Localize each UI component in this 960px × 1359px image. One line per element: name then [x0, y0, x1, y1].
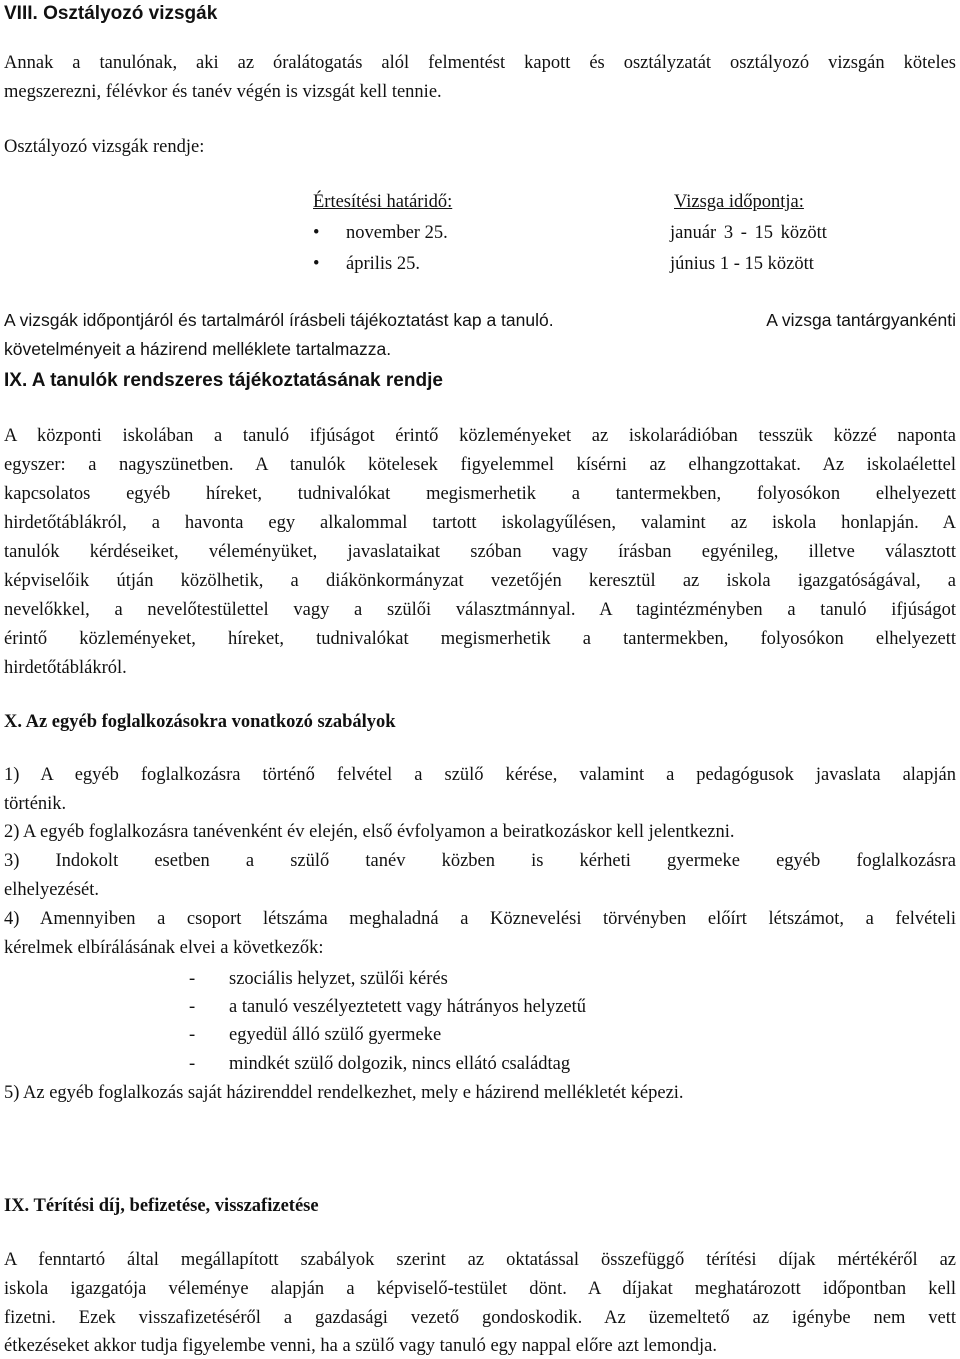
intro-line-1: Annak a tanulónak, aki az óralátogatás alól felmentést kapott és osztályzatát osztályozó vizsgán köteles: [4, 53, 956, 73]
rule-line: 2) A egyéb foglalkozásra tanévenként év elején, első évfolyamon a beiratkozáskor kell jelentkezni.: [4, 822, 735, 842]
rule-line: történik.: [4, 794, 67, 814]
body-line: egyszer: a nagyszünetben. A tanulók kötelesek figyelemmel kísérni az elhangzottakat. Az iskolaélettel: [4, 455, 956, 475]
bullet-icon: •: [313, 254, 320, 274]
exam-date-header: Vizsga időpontja:: [674, 192, 804, 212]
body-line: nevelőkkel, a nevelőtestülettel vagy a szülői választmánnyal. A tagintézményben a tanuló ifjúságot: [4, 600, 956, 620]
dash-icon: -: [189, 969, 196, 989]
rule-line-last: 5) Az egyéb foglalkozás saját házirenddel rendelkezhet, mely e házirend mellékletét képezi.: [4, 1083, 684, 1103]
rule-line: 4) Amennyiben a csoport létszáma meghaladná a Köznevelési törvényben előírt létszámot, a felvételi: [4, 909, 956, 929]
criteria-item: - egyedül álló szülő gyermeke: [189, 1025, 442, 1045]
fees-line: A fenntartó által megállapított szabályok szerint az oktatással összefüggő térítési díjak mértékéről az: [4, 1250, 956, 1270]
document-page: VIII. Osztályozó vizsgák Annak a tanulónak, aki az óralátogatás alól felmentést kapott és osztályzatát osztályozó vizsgán köteles megszerezni, félévkor és tanév végén is vizsgát kell tennie. Osztályozó vizsgák rendje: Értesítési határidő: Vizsga időpontja: • november 25. • április 25. január 3 - 15 között június 1 - 15 között A vizsgák időpontjáról és tartalmáról írásbeli tájékoztatást kap a tanuló. A vizsga tantárgyankénti követelményeit a házirend melléklete tartalmazza. IX. A tanulók rendszeres tájékoztatásának rendje A központi iskolában a tanuló ifjúságot érintő közleményeket az iskolarádióban tesszük közzé naponta egyszer: a nagyszünetben. A tanulók kötelesek figyelemmel kísérni az elhangzottakat. Az iskolaélettel kapcsolatos egyéb híreket, tudnivalókat megismerhetik a tantermekben, folyosókon elhelyezett hirdetőtáblákról, a havonta egy alkalommal tartott iskolagyűlésen, valamint az iskola honlapján. A tanulók kérdéseiket, véleményüket, javaslataikat szóban vagy írásban egyénileg, illetve választott képviselőik útján közölhetik, a diákönkormányzat vezetőjén keresztül az iskola igazgatóságával, a nevelőkkel, a nevelőtestülettel vagy a szülői választmánnyal. A tagintézményben a tanuló ifjúságot érintő közleményeket, híreket, tudnivalókat megismerhetik a tantermekben, folyosókon elhelyezett hirdetőtáblákról. X. Az egyéb foglalkozásokra vonatkozó szabályok 1) A egyéb foglalkozásra történő felvétel a szülő kérése, valamint a pedagógusok javaslata alapján történik. 2) A egyéb foglalkozásra tanévenként év elején, első évfolyamon a beiratkozáskor kell jelentkezni. 3) Indokolt esetben a szülő tanév közben is kérheti gyermeke egyéb foglalkozásra elhelyezését. 4) Amennyiben a csoport létszáma meghaladná a Köznevelési törvényben előírt létszámot, a felvételi kérelmek elbírálásának elvei a következők: - szociális helyzet, szülői kérés - a tanuló veszélyeztetett vagy hátrányos helyzetű - egyedül álló szülő gyermeke - mindkét szülő dolgozik, nincs ellátó családtag 5) Az egyéb foglalkozás saját házirenddel rendelkezhet, mely e házirend mellékletét képezi. IX. Térítési díj, befizetése, visszafizetése A fenntartó által megállapított szabályok szerint az oktatással összefüggő térítési díjak mértékéről az iskola igazgatója véleménye alapján a képviselő-testület dönt. A díjakat meghatározott időpontban kell fizetni. Ezek visszafizetéséről a gazdasági vezető gondoskodik. Az üzemeltető az igénybe nem vett étkezéseket akkor tudja figyelembe venni, ha a szülő vagy tanuló egy nappal előre azt lemondja.: [4, 3, 956, 1356]
fees-line: étkezéseket akkor tudja figyelembe venni, ha a szülő vagy tanuló egy nappal előre azt lemondja.: [4, 1336, 717, 1356]
body-line: képviselőik útján közölhetik, a diákönkormányzat vezetőjén keresztül az iskola igazgatóságával, a: [4, 571, 956, 591]
body-line: tanulók kérdéseiket, véleményüket, javaslataikat szóban vagy írásban egyénileg, illetve választott: [4, 542, 956, 562]
fees-line: iskola igazgatója véleménye alapján a képviselő-testület dönt. A díjakat meghatározott időpontban kell: [4, 1279, 956, 1299]
body-line: érintő közleményeket, híreket, tudnivalókat megismerhetik a tantermekben, folyosókon elhelyezett: [4, 629, 956, 649]
body-line: hirdetőtáblákról.: [4, 658, 127, 678]
bullet-icon: •: [313, 223, 320, 243]
info-line-2: követelményeit a házirend melléklete tartalmazza.: [4, 339, 392, 359]
body-line: A központi iskolában a tanuló ifjúságot érintő közleményeket az iskolarádióban tesszük közzé naponta: [4, 426, 956, 446]
exam-date-1: január 3 - 15 között: [670, 223, 827, 243]
criteria-item: - szociális helyzet, szülői kérés: [189, 969, 448, 989]
rule-line: 3) Indokolt esetben a szülő tanév közben is kérheti gyermeke egyéb foglalkozásra: [4, 851, 956, 871]
rule-line: elhelyezését.: [4, 880, 100, 900]
info-line-1: A vizsgák időpontjáról és tartalmáról írásbeli tájékoztatást kap a tanuló. A vizsga tantárgyankénti: [4, 310, 956, 330]
dash-icon: -: [189, 1025, 196, 1045]
dash-icon: -: [189, 997, 196, 1017]
body-line: hirdetőtáblákról, a havonta egy alkalommal tartott iskolagyűlésen, valamint az iskola honlapján. A: [4, 513, 956, 533]
rule-line: kérelmek elbírálásának elvei a következők:: [4, 938, 324, 958]
deadline-header: Értesítési határidő:: [313, 192, 453, 212]
rule-line: 1) A egyéb foglalkozásra történő felvétel a szülő kérése, valamint a pedagógusok javaslata alapján: [4, 765, 956, 785]
schedule-label: Osztályozó vizsgák rendje:: [4, 137, 205, 157]
exam-date-2: június 1 - 15 között: [670, 254, 814, 274]
section-heading-viii: VIII. Osztályozó vizsgák: [4, 3, 218, 24]
section-heading-x: X. Az egyéb foglalkozásokra vonatkozó szabályok: [4, 712, 396, 732]
section-heading-ix-communication: IX. A tanulók rendszeres tájékoztatásának rendje: [4, 370, 443, 391]
fees-line: fizetni. Ezek visszafizetéséről a gazdasági vezető gondoskodik. Az üzemeltető az igénybe nem vett: [4, 1308, 956, 1328]
criteria-item: - mindkét szülő dolgozik, nincs ellátó családtag: [189, 1054, 571, 1074]
section-heading-ix-fees: IX. Térítési díj, befizetése, visszafizetése: [4, 1196, 319, 1216]
body-line: kapcsolatos egyéb híreket, tudnivalókat megismerhetik a tantermekben, folyosókon elhelyezett: [4, 484, 956, 504]
dash-icon: -: [189, 1054, 196, 1074]
criteria-item: - a tanuló veszélyeztetett vagy hátrányos helyzetű: [189, 997, 587, 1017]
intro-line-2: megszerezni, félévkor és tanév végén is vizsgát kell tennie.: [4, 82, 442, 102]
